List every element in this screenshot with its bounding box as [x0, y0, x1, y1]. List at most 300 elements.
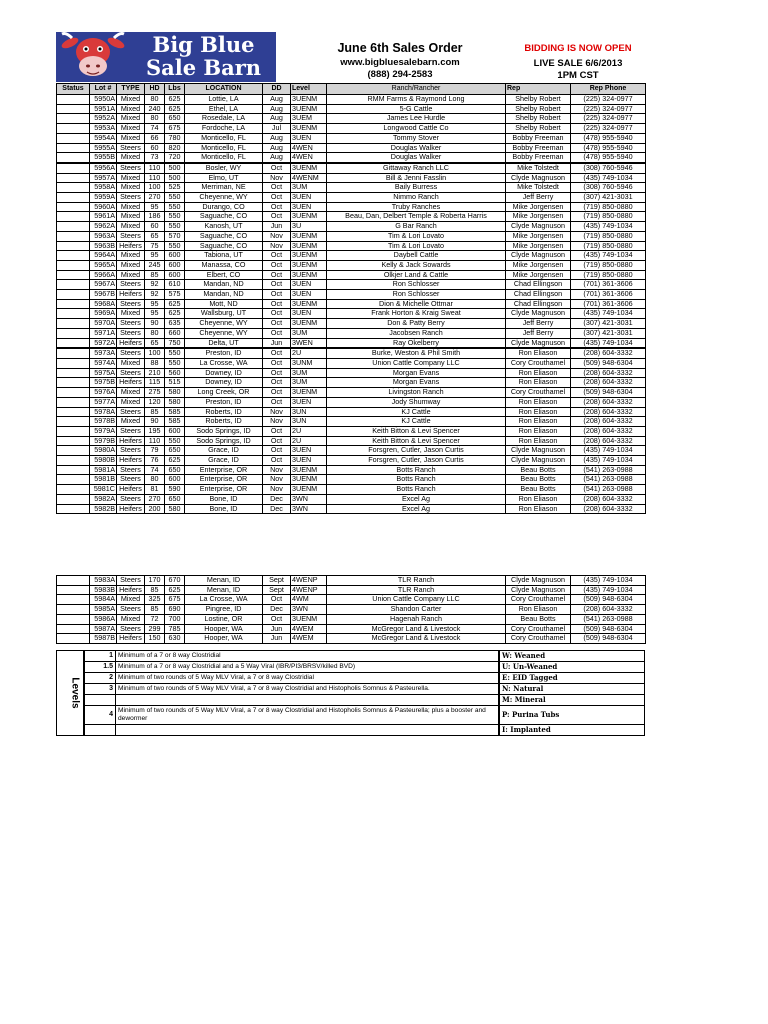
cell-type: Steers: [117, 143, 145, 153]
cell-hd: 275: [145, 388, 165, 398]
cell-rep: Shelby Robert: [506, 124, 571, 134]
cell-dd: Aug: [263, 153, 291, 163]
cell-rep-phone: (307) 421-3031: [571, 328, 646, 338]
level-number: 4: [84, 706, 116, 725]
cell-lbs: 580: [165, 388, 185, 398]
cell-level: 3WN: [291, 605, 327, 615]
cell-location: Downey, ID: [185, 368, 263, 378]
table-row: [57, 475, 646, 485]
cell-location: Merriman, NE: [185, 183, 263, 193]
cell-rep: Ron Eliason: [506, 504, 571, 514]
cell-location: Elbert, CO: [185, 270, 263, 280]
table-row: [57, 173, 646, 183]
cell-hd: 186: [145, 212, 165, 222]
cell-rep: Shelby Robert: [506, 114, 571, 124]
cell-rep-phone: (509) 948-6304: [571, 388, 646, 398]
cell-hd: 95: [145, 309, 165, 319]
cell-status: [57, 280, 90, 290]
cell-rep-phone: (208) 604-3332: [571, 378, 646, 388]
cell-status: [57, 290, 90, 300]
table-row: [57, 328, 646, 338]
cell-level: 3UENM: [291, 485, 327, 495]
cell-level: 4WM: [291, 595, 327, 605]
cell-hd: 92: [145, 280, 165, 290]
cell-rep-phone: (435) 749-1034: [571, 446, 646, 456]
cell-dd: Oct: [263, 436, 291, 446]
cell-type: Mixed: [117, 251, 145, 261]
cell-level: 3UEN: [291, 290, 327, 300]
cell-location: Kanosh, UT: [185, 222, 263, 232]
cell-dd: Oct: [263, 368, 291, 378]
table-row: [57, 614, 646, 624]
cell-rep-phone: (307) 421-3031: [571, 319, 646, 329]
cell-lot: 5955A: [90, 143, 117, 153]
cell-lbs: 785: [165, 624, 185, 634]
cell-lbs: 700: [165, 614, 185, 624]
cell-status: [57, 222, 90, 232]
cell-rep-phone: (701) 361-3606: [571, 280, 646, 290]
cell-location: Enterprise, OR: [185, 485, 263, 495]
lots-table-late: [56, 575, 646, 644]
cell-dd: Oct: [263, 358, 291, 368]
level-number: 1.5: [84, 662, 116, 673]
cell-lot: 5980B: [90, 456, 117, 466]
cell-status: [57, 231, 90, 241]
cell-status: [57, 614, 90, 624]
cell-type: Steers: [117, 348, 145, 358]
cell-status: [57, 465, 90, 475]
logo-line-1: Big Blue: [152, 32, 255, 57]
cell-rep-phone: (435) 749-1034: [571, 338, 646, 348]
cell-ranch: Frank Horton & Kraig Sweat: [327, 309, 506, 319]
cell-status: [57, 251, 90, 261]
cell-lbs: 550: [165, 202, 185, 212]
cell-dd: Oct: [263, 595, 291, 605]
cell-hd: 80: [145, 95, 165, 105]
cell-type: Mixed: [117, 222, 145, 232]
cell-rep-phone: (509) 948-6304: [571, 595, 646, 605]
cell-type: Mixed: [117, 388, 145, 398]
cell-hd: 245: [145, 260, 165, 270]
cell-rep: Ron Eliason: [506, 436, 571, 446]
header-right: [508, 43, 648, 82]
table-row: [57, 270, 646, 280]
cell-status: [57, 133, 90, 143]
cell-dd: Oct: [263, 280, 291, 290]
code-key: I: Implanted: [499, 725, 645, 736]
cell-location: Tabiona, UT: [185, 251, 263, 261]
cell-status: [57, 634, 90, 644]
cell-lot: 5982B: [90, 504, 117, 514]
cell-rep: Beau Botts: [506, 485, 571, 495]
cell-hd: 240: [145, 104, 165, 114]
cell-status: [57, 260, 90, 270]
cell-hd: 88: [145, 358, 165, 368]
cell-rep-phone: (719) 850-0880: [571, 231, 646, 241]
cell-dd: Jun: [263, 338, 291, 348]
cell-location: Enterprise, OR: [185, 465, 263, 475]
cell-lot: 5966A: [90, 270, 117, 280]
cell-rep-phone: (308) 760-5946: [571, 183, 646, 193]
cell-location: Enterprise, OR: [185, 475, 263, 485]
cell-type: Steers: [117, 368, 145, 378]
table-row: [57, 133, 646, 143]
cell-type: Steers: [117, 328, 145, 338]
cell-hd: 73: [145, 153, 165, 163]
cell-lot: 5959A: [90, 193, 117, 203]
cell-lot: 5957A: [90, 173, 117, 183]
cell-status: [57, 417, 90, 427]
cell-rep: Mike Jorgensen: [506, 260, 571, 270]
cell-status: [57, 173, 90, 183]
cell-level: 2U: [291, 348, 327, 358]
cell-status: [57, 446, 90, 456]
cell-rep-phone: (509) 948-6304: [571, 358, 646, 368]
cell-dd: Oct: [263, 251, 291, 261]
cell-rep: Ron Eliason: [506, 494, 571, 504]
cell-rep: Bobby Freeman: [506, 153, 571, 163]
cell-level: 3UENM: [291, 299, 327, 309]
cell-location: Bone, ID: [185, 494, 263, 504]
cell-lot: 5978A: [90, 407, 117, 417]
col-type: TYPE: [117, 84, 145, 95]
legend-row: [57, 695, 645, 706]
cell-lbs: 625: [165, 585, 185, 595]
cell-rep: Jeff Berry: [506, 319, 571, 329]
table-header-row: [57, 84, 646, 95]
cell-lbs: 625: [165, 299, 185, 309]
cell-dd: Aug: [263, 95, 291, 105]
cell-rep: Mike Jorgensen: [506, 212, 571, 222]
cell-rep: Mike Tolstedt: [506, 163, 571, 173]
cell-dd: Oct: [263, 290, 291, 300]
cell-rep: Clyde Magnuson: [506, 446, 571, 456]
cell-level: 3UENM: [291, 163, 327, 173]
sale-time: 1PM CST: [557, 70, 599, 81]
cell-location: Bosler, WY: [185, 163, 263, 173]
code-key: W: Weaned: [499, 651, 645, 662]
cell-location: Monticello, FL: [185, 143, 263, 153]
level-description: [116, 695, 500, 706]
cell-ranch: Morgan Evans: [327, 378, 506, 388]
cell-status: [57, 202, 90, 212]
cell-dd: Aug: [263, 104, 291, 114]
cell-ranch: Douglas Walker: [327, 143, 506, 153]
cell-lbs: 590: [165, 485, 185, 495]
cell-dd: Oct: [263, 388, 291, 398]
cell-level: 4WEN: [291, 143, 327, 153]
cell-dd: Oct: [263, 378, 291, 388]
cell-level: 3UN: [291, 407, 327, 417]
cell-level: 3UENM: [291, 270, 327, 280]
cell-lbs: 550: [165, 348, 185, 358]
cell-rep: Ron Eliason: [506, 426, 571, 436]
table-row: [57, 456, 646, 466]
cell-lot: 5954A: [90, 133, 117, 143]
cell-hd: 66: [145, 133, 165, 143]
cell-location: Rosedale, LA: [185, 114, 263, 124]
cell-hd: 95: [145, 202, 165, 212]
cell-ranch: Botts Ranch: [327, 475, 506, 485]
website-link[interactable]: www.bigbluesalebarn.com: [340, 57, 460, 68]
cell-dd: Nov: [263, 485, 291, 495]
cell-lot: 5967B: [90, 290, 117, 300]
cell-lot: 5961A: [90, 212, 117, 222]
cell-status: [57, 183, 90, 193]
cell-dd: Sept: [263, 585, 291, 595]
cell-lot: 5969A: [90, 309, 117, 319]
cell-rep: Clyde Magnuson: [506, 456, 571, 466]
cell-ranch: Don & Patty Berry: [327, 319, 506, 329]
cell-rep: Ron Eliason: [506, 368, 571, 378]
cell-hd: 210: [145, 368, 165, 378]
cell-hd: 80: [145, 114, 165, 124]
cell-rep: Ron Eliason: [506, 417, 571, 427]
cell-hd: 270: [145, 193, 165, 203]
cell-rep-phone: (435) 749-1034: [571, 309, 646, 319]
cell-rep: Bobby Freeman: [506, 143, 571, 153]
table-row: [57, 193, 646, 203]
code-key: N: Natural: [499, 684, 645, 695]
cell-level: 4WEM: [291, 634, 327, 644]
level-description: Minimum of two rounds of 5 Way MLV Viral, a 7 or 8 way Clostridial and Histopholis Somnus & Pasteurella.: [116, 684, 500, 695]
cell-level: 3UM: [291, 378, 327, 388]
cell-rep-phone: (225) 324-0977: [571, 114, 646, 124]
cell-dd: Oct: [263, 456, 291, 466]
cell-rep: Ron Eliason: [506, 407, 571, 417]
table-row: [57, 222, 646, 232]
cell-hd: 90: [145, 417, 165, 427]
cell-dd: Aug: [263, 133, 291, 143]
cell-location: Monticello, FL: [185, 133, 263, 143]
cell-dd: Oct: [263, 299, 291, 309]
cell-status: [57, 309, 90, 319]
code-key: P: Purina Tubs: [499, 706, 645, 725]
cell-level: 3UENM: [291, 475, 327, 485]
table-row: [57, 124, 646, 134]
cell-lbs: 580: [165, 504, 185, 514]
cell-rep-phone: (435) 749-1034: [571, 222, 646, 232]
cell-hd: 195: [145, 426, 165, 436]
cell-lot: 5984A: [90, 595, 117, 605]
cell-location: Monticello, FL: [185, 153, 263, 163]
cell-lot: 5983A: [90, 576, 117, 586]
cell-lbs: 750: [165, 338, 185, 348]
cell-status: [57, 299, 90, 309]
cell-location: Manassa, CO: [185, 260, 263, 270]
cell-location: Sodo Springs, ID: [185, 436, 263, 446]
cell-ranch: Daybell Cattle: [327, 251, 506, 261]
cell-type: Mixed: [117, 417, 145, 427]
cell-level: 3WN: [291, 504, 327, 514]
cell-location: Roberts, ID: [185, 407, 263, 417]
cell-type: Steers: [117, 446, 145, 456]
cell-lot: 5955B: [90, 153, 117, 163]
cell-dd: Oct: [263, 426, 291, 436]
cell-type: Mixed: [117, 114, 145, 124]
cell-level: 3UENM: [291, 251, 327, 261]
cell-lbs: 650: [165, 114, 185, 124]
cell-lot: 5970A: [90, 319, 117, 329]
table-row: [57, 241, 646, 251]
cell-hd: 80: [145, 475, 165, 485]
cell-ranch: Excel Ag: [327, 494, 506, 504]
cell-hd: 115: [145, 378, 165, 388]
cell-type: Heifers: [117, 290, 145, 300]
cell-lot: 5976A: [90, 388, 117, 398]
cell-status: [57, 436, 90, 446]
cell-type: Steers: [117, 624, 145, 634]
table-row: [57, 576, 646, 586]
cell-rep: Cory Crouthamel: [506, 634, 571, 644]
cell-lot: 5987A: [90, 624, 117, 634]
cell-type: Heifers: [117, 456, 145, 466]
cell-hd: 85: [145, 407, 165, 417]
cell-ranch: Botts Ranch: [327, 485, 506, 495]
cell-lot: 5967A: [90, 280, 117, 290]
cell-rep-phone: (719) 850-0880: [571, 270, 646, 280]
cell-status: [57, 193, 90, 203]
cell-rep-phone: (208) 604-3332: [571, 368, 646, 378]
cell-level: 3UENM: [291, 319, 327, 329]
col-level: Level: [291, 84, 327, 95]
cell-dd: Oct: [263, 163, 291, 173]
cell-status: [57, 319, 90, 329]
cell-hd: 85: [145, 605, 165, 615]
cell-location: La Crosse, WA: [185, 595, 263, 605]
cell-type: Heifers: [117, 485, 145, 495]
cell-rep-phone: (719) 850-0880: [571, 241, 646, 251]
cell-location: Long Creek, OR: [185, 388, 263, 398]
cell-ranch: Nimmo Ranch: [327, 193, 506, 203]
cell-dd: Oct: [263, 270, 291, 280]
cell-rep-phone: (541) 263-0988: [571, 465, 646, 475]
cell-hd: 60: [145, 143, 165, 153]
cell-location: Cheyenne, WY: [185, 328, 263, 338]
cell-lbs: 550: [165, 241, 185, 251]
cell-rep: Cory Crouthamel: [506, 358, 571, 368]
cell-level: 3UENM: [291, 465, 327, 475]
cell-status: [57, 143, 90, 153]
cell-type: Mixed: [117, 95, 145, 105]
cell-lbs: 500: [165, 173, 185, 183]
cell-lot: 5971A: [90, 328, 117, 338]
cell-level: 2U: [291, 436, 327, 446]
cell-level: 4WENP: [291, 576, 327, 586]
cell-location: Roberts, ID: [185, 417, 263, 427]
cell-hd: 150: [145, 634, 165, 644]
cell-location: Saguache, CO: [185, 212, 263, 222]
cell-rep: Ron Eliason: [506, 605, 571, 615]
cell-location: Saguache, CO: [185, 241, 263, 251]
code-key: E: EID Tagged: [499, 673, 645, 684]
cell-hd: 170: [145, 576, 165, 586]
cell-status: [57, 485, 90, 495]
cell-rep-phone: (509) 948-6304: [571, 624, 646, 634]
cell-level: 3UNM: [291, 358, 327, 368]
cell-ranch: Botts Ranch: [327, 465, 506, 475]
cell-lot: 5983B: [90, 585, 117, 595]
cell-ranch: Ron Schlosser: [327, 290, 506, 300]
cell-ranch: James Lee Hurdle: [327, 114, 506, 124]
cell-location: Lottie, LA: [185, 95, 263, 105]
cell-hd: 120: [145, 397, 165, 407]
cell-type: Mixed: [117, 104, 145, 114]
cell-status: [57, 163, 90, 173]
cell-lot: 5975B: [90, 378, 117, 388]
cell-level: 3UEN: [291, 456, 327, 466]
cell-rep: Cory Crouthamel: [506, 624, 571, 634]
cell-ranch: 5-G Cattle: [327, 104, 506, 114]
cell-lot: 5952A: [90, 114, 117, 124]
table-row: [57, 426, 646, 436]
cell-type: Mixed: [117, 270, 145, 280]
cell-lot: 5974A: [90, 358, 117, 368]
cell-ranch: Keith Bitton & Levi Spencer: [327, 426, 506, 436]
level-number: [84, 725, 116, 736]
cell-dd: Nov: [263, 231, 291, 241]
cell-type: Mixed: [117, 614, 145, 624]
cell-location: Hooper, WA: [185, 634, 263, 644]
cell-location: Cheyenne, WY: [185, 193, 263, 203]
cell-rep: Beau Botts: [506, 614, 571, 624]
cell-status: [57, 475, 90, 485]
cell-hd: 110: [145, 163, 165, 173]
legend-row: [57, 662, 645, 673]
cell-lot: 5985A: [90, 605, 117, 615]
cell-level: 3UENM: [291, 260, 327, 270]
cell-ranch: Jody Shumway: [327, 397, 506, 407]
col-hd: HD: [145, 84, 165, 95]
cell-level: 3UEM: [291, 114, 327, 124]
cell-hd: 270: [145, 494, 165, 504]
cell-status: [57, 388, 90, 398]
cell-rep: Beau Botts: [506, 465, 571, 475]
cell-location: Sodo Springs, ID: [185, 426, 263, 436]
cow-head-icon: [56, 32, 136, 82]
cell-level: 3UENM: [291, 231, 327, 241]
cell-ranch: TLR Ranch: [327, 585, 506, 595]
levels-title-text: Levels: [69, 677, 81, 709]
cell-lbs: 500: [165, 163, 185, 173]
cell-hd: 60: [145, 222, 165, 232]
cell-location: Downey, ID: [185, 378, 263, 388]
cell-dd: Nov: [263, 241, 291, 251]
cell-hd: 100: [145, 183, 165, 193]
cell-rep-phone: (719) 850-0880: [571, 260, 646, 270]
cell-location: Menan, ID: [185, 585, 263, 595]
cell-level: 3UENM: [291, 95, 327, 105]
cell-rep: Mike Jorgensen: [506, 241, 571, 251]
table-row: [57, 465, 646, 475]
cell-lot: 5977A: [90, 397, 117, 407]
cell-ranch: Dion & Michelle Ottmar: [327, 299, 506, 309]
cell-ranch: Tommy Stover: [327, 133, 506, 143]
cell-rep-phone: (435) 749-1034: [571, 173, 646, 183]
cell-level: 3WN: [291, 494, 327, 504]
cell-type: Steers: [117, 576, 145, 586]
cell-lbs: 675: [165, 595, 185, 605]
cell-rep-phone: (541) 263-0988: [571, 614, 646, 624]
cell-location: Wallsburg, UT: [185, 309, 263, 319]
cell-lbs: 525: [165, 183, 185, 193]
cell-ranch: Union Cattle Company LLC: [327, 595, 506, 605]
col-rep-phone: Rep Phone: [571, 84, 646, 95]
cell-lbs: 675: [165, 124, 185, 134]
table-row: [57, 368, 646, 378]
cell-lbs: 550: [165, 358, 185, 368]
cell-type: Mixed: [117, 202, 145, 212]
